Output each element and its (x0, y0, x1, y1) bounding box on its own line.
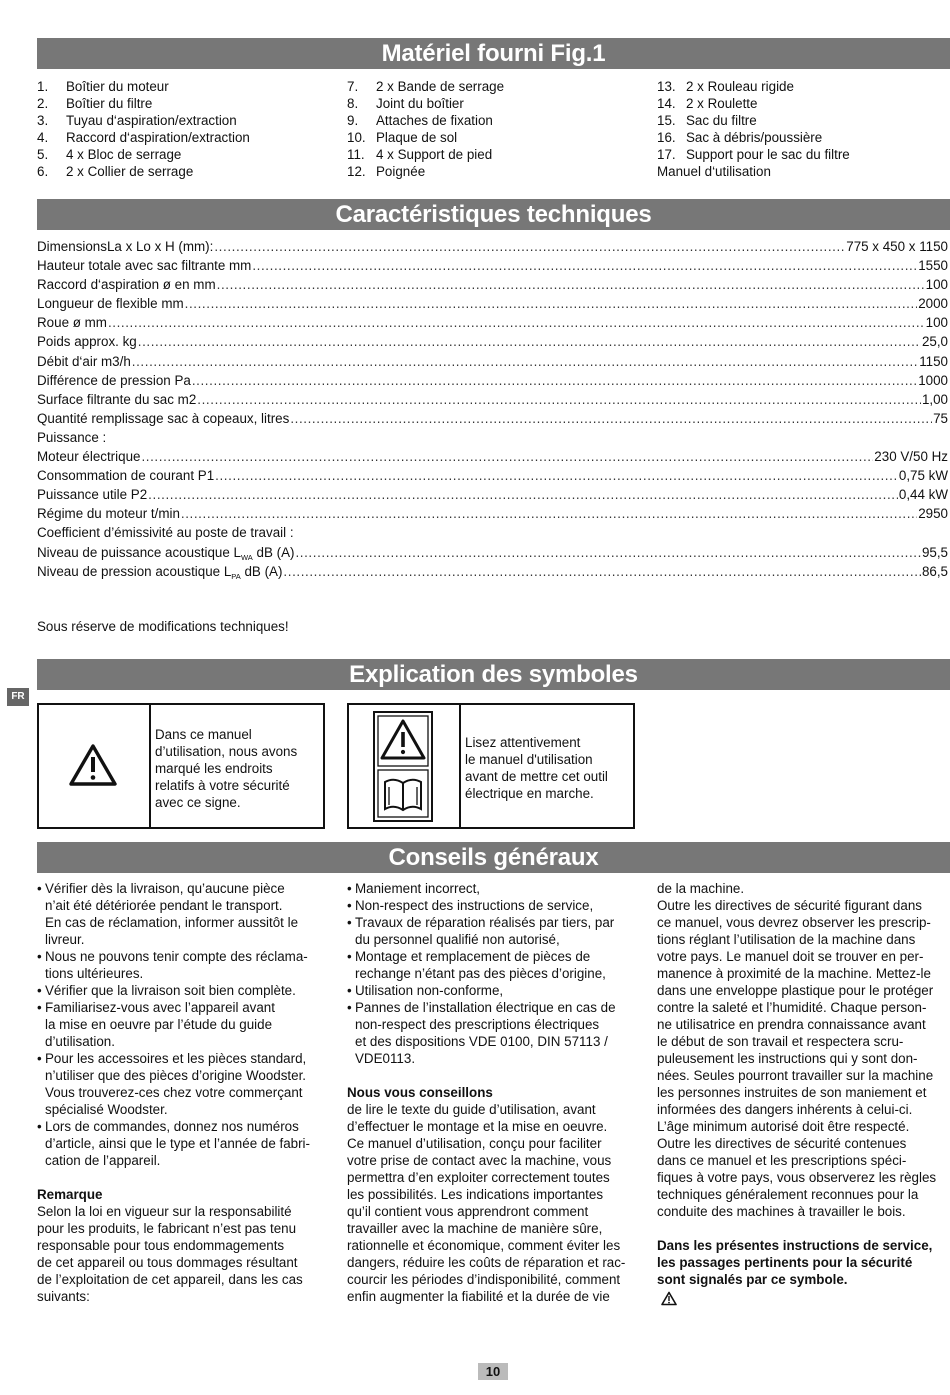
parts-item-number: 14. (657, 96, 676, 111)
parts-item-number: 2. (37, 96, 49, 111)
paragraph-gap (37, 1169, 337, 1186)
text-line: courcir les périodes d’indisponibilité, comment (347, 1272, 621, 1287)
spec-leader-dots (132, 352, 918, 371)
text-line: sont signalés par ce symbole. (657, 1272, 848, 1287)
text-line: les passages pertinents pour la sécurité (657, 1255, 913, 1270)
advice-bullet-item (37, 948, 337, 982)
spec-label: Débit d‘air m3/h (37, 353, 131, 369)
spec-row (37, 352, 948, 371)
text-line: de l’exploitation de cet appareil, dans les cas (37, 1272, 303, 1287)
symbol-box-read-manual (347, 703, 635, 829)
parts-item (657, 95, 850, 112)
advice-bullet-item (347, 880, 647, 897)
parts-item (657, 146, 850, 163)
parts-item-label: Joint du boîtier (376, 96, 464, 111)
parts-item-label: Sac du filtre (686, 113, 757, 128)
read-manual-icon (349, 705, 457, 827)
spec-label: Puissance utile P2 (37, 487, 148, 503)
text-line: la mise en oeuvre par l’étude du guide (45, 1017, 273, 1032)
text-line: n’ait été détériorée pendant le transport. (45, 898, 283, 913)
text-line: spécialisé Woodster. (45, 1102, 168, 1117)
spec-leader-dots (197, 390, 921, 409)
parts-item-label: Plaque de sol (376, 130, 458, 145)
text-line: • Maniement incorrect, (355, 881, 481, 896)
spec-value: 86,5 (921, 563, 948, 579)
text-line: du personnel qualifié non autorisé, (355, 932, 560, 947)
warning-symbol-icon (657, 1291, 950, 1310)
text-line: • Utilisation non-conforme, (355, 983, 504, 998)
parts-item-manual: Manuel d‘utilisation (657, 164, 771, 179)
advice-heading (37, 1186, 337, 1203)
spec-label: Poids approx. kg (37, 334, 137, 350)
text-line: votre prise de contact avec la machine, vous (347, 1153, 612, 1168)
spec-label-unit: dB (A) (240, 563, 283, 579)
spec-label-text: Niveau de puissance acoustique L (37, 544, 241, 560)
spec-row (37, 504, 948, 523)
parts-item (347, 163, 504, 180)
spec-label: Consommation de courant P1 (37, 468, 215, 484)
text-line: dangers, réduire les coûts de réparation et rac- (347, 1255, 626, 1270)
spec-label: Raccord d‘aspiration ø en mm (37, 277, 216, 293)
spec-label: Roue ø mm (37, 315, 107, 331)
symbols-section-title: Explication des symboles (37, 659, 950, 690)
advice-bullet-item (37, 999, 337, 1050)
spec-leader-dots (252, 256, 917, 275)
parts-item (347, 78, 504, 95)
spec-row (37, 256, 948, 275)
text-line: de cet appareil ou tous dommages résultant (37, 1255, 298, 1270)
read-manual-icon-cell (349, 705, 461, 827)
text-line: • Montage et remplacement de pièces de (355, 949, 591, 964)
spec-row (37, 466, 948, 485)
spec-label (37, 562, 282, 581)
text-line: responsable pour tous endommagements (37, 1238, 285, 1253)
parts-item-label: 2 x Rouleau rigide (686, 79, 794, 94)
page-number: 10 (478, 1363, 508, 1380)
spec-row (37, 447, 948, 466)
text-line: • Non-respect des instructions de service, (355, 898, 594, 913)
parts-item-number: 4. (37, 130, 49, 145)
spec-label-subscript: WA (240, 552, 253, 562)
spec-value: 1550 (918, 258, 948, 274)
parts-column-2 (347, 78, 504, 180)
text-line: • Nous ne pouvons tenir compte des réclama- (45, 949, 308, 964)
spec-label-subscript: PA (231, 571, 241, 581)
text-line: VDE0113. (355, 1051, 416, 1066)
spec-label: Quantité remplissage sac à copeaux, litres (37, 410, 290, 426)
advice-heading (347, 1084, 647, 1101)
text-line: • Travaux de réparation réalisés par tiers, par (355, 915, 615, 930)
text-line: suivants: (37, 1289, 90, 1304)
parts-item-label: Attaches de fixation (376, 113, 493, 128)
text-line: livreur. (45, 932, 85, 947)
text-line: d’article, ainsi que le type et l’année de fabri- (45, 1136, 310, 1151)
parts-item-label: 2 x Collier de serrage (66, 164, 194, 179)
spec-label: DimensionsLa x Lo x H (mm): (37, 239, 214, 254)
spec-label: Moteur électrique (37, 449, 141, 465)
parts-item (347, 112, 504, 129)
text-line: Ce manuel d’utilisation, conçu pour faciliter (347, 1136, 602, 1151)
spec-row (37, 371, 948, 390)
text-line: d’utilisation. (45, 1034, 115, 1049)
advice-bullet-item (37, 982, 337, 999)
symbol-text-line: avec ce signe. (155, 795, 241, 810)
spec-row (37, 313, 948, 332)
parts-item-number: 15. (657, 113, 676, 128)
symbol-safety-description (155, 726, 297, 811)
spec-row (37, 237, 948, 256)
parts-item-label: 4 x Support de pied (376, 147, 493, 162)
spec-value: 1,00 (921, 391, 948, 407)
spec-leader-dots (214, 237, 845, 256)
text-line: Nous vous conseillons (347, 1085, 493, 1100)
text-line: tions ultérieures. (45, 966, 144, 981)
text-line: le début de son travail et respectera scru- (657, 1034, 904, 1049)
text-line: rationnelle et économique, comment éviter les (347, 1238, 621, 1253)
spec-label: Différence de pression Pa (37, 372, 191, 388)
advice-bullet-item (347, 948, 647, 982)
spec-leader-dots (148, 485, 898, 504)
spec-leader-dots (215, 466, 898, 485)
parts-item (657, 112, 850, 129)
parts-item-number: 9. (347, 113, 359, 128)
spec-label-text: Niveau de pression acoustique L (37, 563, 232, 579)
parts-item-number: 11. (347, 147, 365, 162)
text-line: • Vérifier dès la livraison, qu’aucune pièce (45, 881, 285, 896)
spec-value: 1150 (919, 353, 948, 369)
advice-column-3 (657, 880, 950, 1310)
parts-section-title: Matériel fourni Fig.1 (37, 38, 950, 69)
parts-item (347, 95, 504, 112)
advice-bullet-item (37, 1050, 337, 1118)
advice-bullet-item (37, 1118, 337, 1169)
text-line: • Familiarisez-vous avec l’appareil avant (45, 1000, 275, 1015)
text-line: n’utiliser que des pièces d’origine Woodster. (45, 1068, 307, 1083)
text-line: En cas de réclamation, informer aussitôt le (45, 915, 299, 930)
symbol-text-line: le manuel d'utilisation (465, 752, 593, 767)
symbol-text-line: Dans ce manuel (155, 727, 252, 742)
text-line: • Vérifier que la livraison soit bien complète. (45, 983, 296, 998)
parts-item-number: 5. (37, 147, 49, 162)
spec-value: 0,75 kW (898, 468, 948, 484)
warning-icon (39, 705, 147, 827)
spec-row (37, 485, 948, 504)
spec-value: 2000 (918, 296, 948, 312)
parts-item-number: 7. (347, 79, 359, 94)
spec-value: 1000 (918, 372, 948, 388)
parts-item (37, 129, 250, 146)
symbol-text-line: d’utilisation, nous avons (155, 744, 298, 759)
advice-heading (657, 1237, 950, 1288)
text-line: nées. Seules pourront travailler sur la machine (657, 1068, 934, 1083)
parts-item-number: 8. (347, 96, 359, 111)
text-line: Dans les présentes instructions de service, (657, 1238, 933, 1253)
spec-leader-dots (283, 562, 921, 581)
advice-section-title: Conseils généraux (37, 842, 950, 873)
spec-leader-dots (217, 275, 925, 294)
text-line: manence à proximité de la machine. Mettez-le (657, 966, 931, 981)
symbol-read-manual-description (465, 734, 608, 802)
spec-row (37, 294, 948, 313)
parts-item (37, 163, 250, 180)
text-line: L’âge minimum autorisé doit être respecté. (657, 1119, 910, 1134)
spec-row (37, 390, 948, 409)
spec-value: 775 x 450 x 1150 (846, 239, 948, 254)
spec-label: Hauteur totale avec sac filtrante mm (37, 258, 252, 274)
spec-row (37, 409, 948, 428)
modification-note: Sous réserve de modifications techniques! (37, 619, 289, 634)
parts-item (37, 146, 250, 163)
text-line: • Pannes de l’installation électrique en cas de (355, 1000, 616, 1015)
spec-label: Régime du moteur t/min (37, 506, 180, 522)
text-line: cation de l’appareil. (45, 1153, 161, 1168)
spec-label (37, 543, 294, 562)
spec-value: 75 (933, 410, 948, 426)
paragraph-gap (657, 1220, 950, 1237)
symbol-text-line: avant de mettre cet outil (465, 769, 608, 784)
symbol-text-line: Lisez attentivement (465, 735, 581, 750)
spec-leader-dots (295, 543, 920, 562)
text-line: de la machine. (657, 881, 745, 896)
parts-item-label: 2 x Bande de serrage (376, 79, 505, 94)
text-line: de lire le texte du guide d’utilisation, avant (347, 1102, 596, 1117)
spec-value: 95,5 (921, 544, 948, 560)
advice-column-2 (347, 880, 647, 1305)
spec-row (37, 523, 948, 542)
advice-bullet-item (37, 880, 337, 948)
text-line: Selon la loi en vigueur sur la responsabilité (37, 1204, 292, 1219)
text-line: • Lors de commandes, donnez nos numéros (45, 1119, 299, 1134)
parts-column-1 (37, 78, 250, 180)
spec-value: 2950 (918, 506, 948, 522)
spec-leader-dots (141, 447, 873, 466)
parts-column-3 (657, 78, 850, 180)
parts-item-label: Boîtier du filtre (66, 96, 153, 111)
spec-leader-dots (108, 313, 925, 332)
text-line: techniques généralement reconnues pour la (657, 1187, 919, 1202)
parts-item (347, 146, 504, 163)
spec-leader-dots (138, 332, 921, 351)
advice-bullet-item (347, 999, 647, 1067)
text-line: rechange n’étant pas des pièces d’origine, (355, 966, 606, 981)
symbol-text-line: relatifs à votre sécurité (155, 778, 290, 793)
parts-item-number: 6. (37, 164, 49, 179)
text-line: Outre les directives de sécurité figurant dans (657, 898, 922, 913)
parts-item-number: 10. (347, 130, 366, 145)
advice-paragraph (347, 1101, 647, 1305)
text-line: Outre les directives de sécurité contenues (657, 1136, 907, 1151)
text-line: fiques à votre pays, vous observerez les règles (657, 1170, 937, 1185)
spec-value: 100 (925, 315, 948, 331)
spec-label: Puissance : (37, 429, 107, 445)
advice-bullet-item (347, 897, 647, 914)
parts-item (37, 95, 250, 112)
parts-item-number: 16. (657, 130, 676, 145)
text-line: dans une enveloppe plastique pour le protéger (657, 983, 934, 998)
parts-item-number: 12. (347, 164, 366, 179)
text-line: pour les produits, le fabricant n’est pas tenu (37, 1221, 297, 1236)
specs-table (37, 237, 948, 581)
parts-item-number: 17. (657, 147, 676, 162)
text-line: ce manuel, vous devrez observer les prescrip- (657, 915, 931, 930)
spec-row (37, 275, 948, 294)
parts-item-label: Poignée (376, 164, 426, 179)
spec-label: Coefficient d’émissivité au poste de travail : (37, 525, 294, 541)
spec-value: 0,44 kW (898, 487, 948, 503)
text-line: non-respect des prescriptions électriques (355, 1017, 600, 1032)
spec-value: 100 (925, 277, 948, 293)
parts-item (657, 78, 850, 95)
spec-value: 230 V/50 Hz (874, 449, 948, 465)
parts-item-number: 13. (657, 79, 676, 94)
text-line: permettra d’en exploiter correctement toutes (347, 1170, 610, 1185)
spec-label: Longueur de flexible mm (37, 296, 184, 312)
specs-section-title: Caractéristiques techniques (37, 199, 950, 230)
advice-column-1 (37, 880, 337, 1305)
spec-label-unit: dB (A) (252, 544, 295, 560)
parts-item-label: 4 x Bloc de serrage (66, 147, 182, 162)
spec-leader-dots (185, 294, 918, 313)
advice-bullet-item (347, 914, 647, 948)
text-line: • Pour les accessoires et les pièces standard, (45, 1051, 307, 1066)
warning-icon-cell (39, 705, 151, 827)
spec-row-power (37, 543, 948, 562)
parts-item (347, 129, 504, 146)
language-tab: FR (7, 688, 29, 706)
spec-row (37, 332, 948, 351)
parts-item (37, 112, 250, 129)
parts-item-label: Boîtier du moteur (66, 79, 169, 94)
text-line: et des dispositions VDE 0100, DIN 57113 / (355, 1034, 608, 1049)
spec-row (37, 428, 948, 447)
symbol-box-safety (37, 703, 325, 829)
advice-bullet-item (347, 982, 647, 999)
paragraph-gap (347, 1067, 647, 1084)
parts-item-label: Support pour le sac du filtre (686, 147, 850, 162)
text-line: les possibilités. Les indications importantes (347, 1187, 604, 1202)
text-line: votre pays. Le manuel doit se trouver en per- (657, 949, 924, 964)
parts-item-number: 1. (37, 79, 49, 94)
spec-leader-dots (192, 371, 917, 390)
text-line: contre la saleté et l’humidité. Chaque person- (657, 1000, 927, 1015)
text-line: Remarque (37, 1187, 103, 1202)
parts-item-number: 3. (37, 113, 49, 128)
text-line: dans ce manuel et les prescriptions spéci- (657, 1153, 907, 1168)
spec-label: Surface filtrante du sac m2 (37, 391, 197, 407)
parts-item-label: Sac à débris/poussière (686, 130, 823, 145)
text-line: qu’il contient vous apprendront comment (347, 1204, 589, 1219)
parts-item (37, 78, 250, 95)
advice-paragraph (657, 880, 950, 1220)
parts-item-label: Raccord d‘aspiration/extraction (66, 130, 250, 145)
symbol-text-line: marqué les endroits (155, 761, 273, 776)
spec-row-pressure (37, 562, 948, 581)
parts-item-label: 2 x Roulette (686, 96, 758, 111)
parts-item (657, 129, 850, 146)
spec-value: 25,0 (921, 334, 948, 350)
text-line: puleusement les instructions qui y sont don- (657, 1051, 918, 1066)
advice-paragraph (37, 1203, 337, 1305)
text-line: ne utilisatrice en prendra connaissance avant (657, 1017, 926, 1032)
text-line: conduite des machines à travailler le bois. (657, 1204, 906, 1219)
spec-leader-dots (290, 409, 932, 428)
text-line: enfin augmenter la fiabilité et la durée de vie (347, 1289, 610, 1304)
symbol-text-line: électrique en marche. (465, 786, 594, 801)
text-line: les personnes instruites de son maniement et (657, 1085, 927, 1100)
text-line: travailler avec la machine de manière sûre, (347, 1221, 603, 1236)
parts-item-label: Tuyau d‘aspiration/extraction (66, 113, 237, 128)
text-line: Vous trouverez-ces chez votre commerçant (45, 1085, 303, 1100)
spec-leader-dots (181, 504, 917, 523)
text-line: informées des dangers inhérents à celui-ci. (657, 1102, 913, 1117)
text-line: tions réglant l’utilisation de la machine dans (657, 932, 916, 947)
text-line: d’effectuer le montage et la mise en oeuvre. (347, 1119, 608, 1134)
